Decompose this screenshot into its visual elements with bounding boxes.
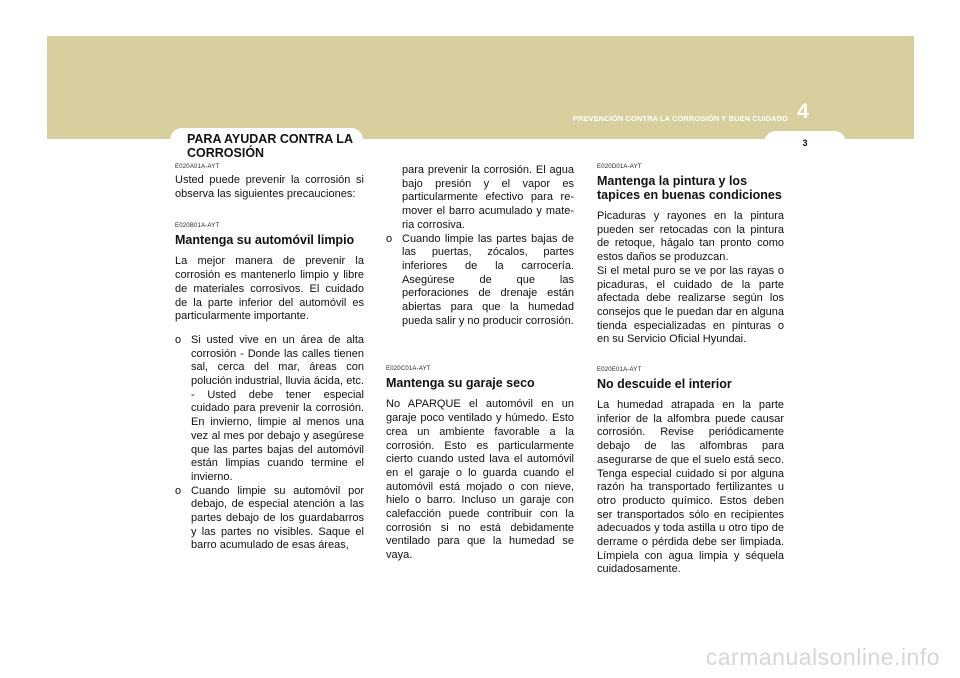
section-heading-interior: No descuide el interior [597,377,732,392]
list-item-text: Cuando limpie las partes bajas de las puertas, zócalos, partes inferiores de la carrocería. Asegúrese de que las perforaciones de drenaje están abiertas para que la humedad pueda salir y no producir corrosión. [402,232,574,327]
list-item-continuation: para prevenir la corrosión. El agua bajo presión y el vapor es particularmente efectivo para re-mover el barro acumulado y mate-ria corrosiva. [402,164,574,231]
watermark: carmanualsonline.info [705,644,940,670]
column-right [597,164,784,577]
column-middle [386,164,574,563]
list-item [175,485,364,554]
bullet-marker: o [175,333,182,346]
section-code: E020D01A-AYT [597,164,642,170]
list-item [175,334,364,485]
intro-paragraph: Usted puede prevenir la corrosión si observa las siguientes precauciones: [175,174,364,200]
section-heading-clean-car: Mantenga su automóvil limpio [175,233,355,248]
paragraph: Picaduras y rayones en la pintura pueden ser retocadas con la pintura de retoque, hágalo tan pronto como estos daños se produzcan. [597,210,784,264]
section-heading-dry-garage: Mantenga su garaje seco [386,376,535,391]
list-item-text: Si usted vive en un área de alta corrosión - Donde las calles tienen sal, cerca del mar, áreas con polución industrial, lluvia ácida, etc. - Usted debe tener especial cuidado para prevenir la corrosión. En invierno, limpie al menos una vez al mes por debajo y asegúrese que las partes bajas del automóvil están limpias cuando termine el invierno. [191,333,364,483]
paragraph: No APARQUE el automóvil en un garaje poco ventilado y húmedo. Esto crea un ambiente favorable a la corrosión. Esto es particularmente cierto cuando usted lava el automóvil en el garaje o lo guarda cuando el automóvil está mojado o con nieve, hielo o barro. Incluso un garaje con calefacción puede contribuir con la corrosión si no está debidamente ventilado para que la humedad se vaya. [386,398,574,562]
section-code: E020A01A-AYT [175,164,220,170]
paragraph: La mejor manera de prevenir la corrosión es mantenerlo limpio y libre de materiales corrosivos. El cuidado de la parte inferior del automóvil es particularmente importante. [175,255,364,323]
chapter-number: 4 [797,100,809,123]
main-title: PARA AYUDAR CONTRA LA CORROSIÓN [187,132,353,160]
column-left [175,164,364,553]
header-band [47,36,914,139]
section-title: PREVENCIÓN CONTRA LA CORROSIÓN Y BUEN CUIDADO [572,114,788,123]
bullet-marker: o [175,484,182,497]
paragraph: Si el metal puro se ve por las rayas o picaduras, el cuidado de la parte afectada debe realizarse según los consejos que le puedan dar en alguna tienda especializadas en pinturas o en su Servicio Oficial Hyundai. [597,264,784,346]
section-code: E020C01A-AYT [386,366,431,373]
section-heading-paint: Mantenga la pintura y los tapices en buenas condiciones [597,174,782,202]
bullet-marker: o [386,232,393,245]
section-code: E020B01A-AYT [175,223,220,230]
page-number: 3 [802,138,808,148]
list-item-text: Cuando limpie su automóvil por debajo, de especial atención a las partes debajo de los guardabarros y las partes no visibles. Saque el barro acumulado de esas áreas, [191,484,364,552]
paragraph: La humedad atrapada en la parte inferior de la alfombra puede causar corrosión. Revise periódicamente debajo de las alfombras para asegurarse de que el suelo está seco. Tenga especial cuidado si por alguna razón ha transportado fertilizantes u otro producto químico. Estos deben ser transportados sólo en recipientes adecuados y toda astilla u otro tipo de derrame o pérdida debe ser limpiada. Límpiela con agua limpia y séquela cuidadosamente. [597,399,784,576]
section-code: E020E01A-AYT [597,367,642,374]
list-item [386,233,574,329]
